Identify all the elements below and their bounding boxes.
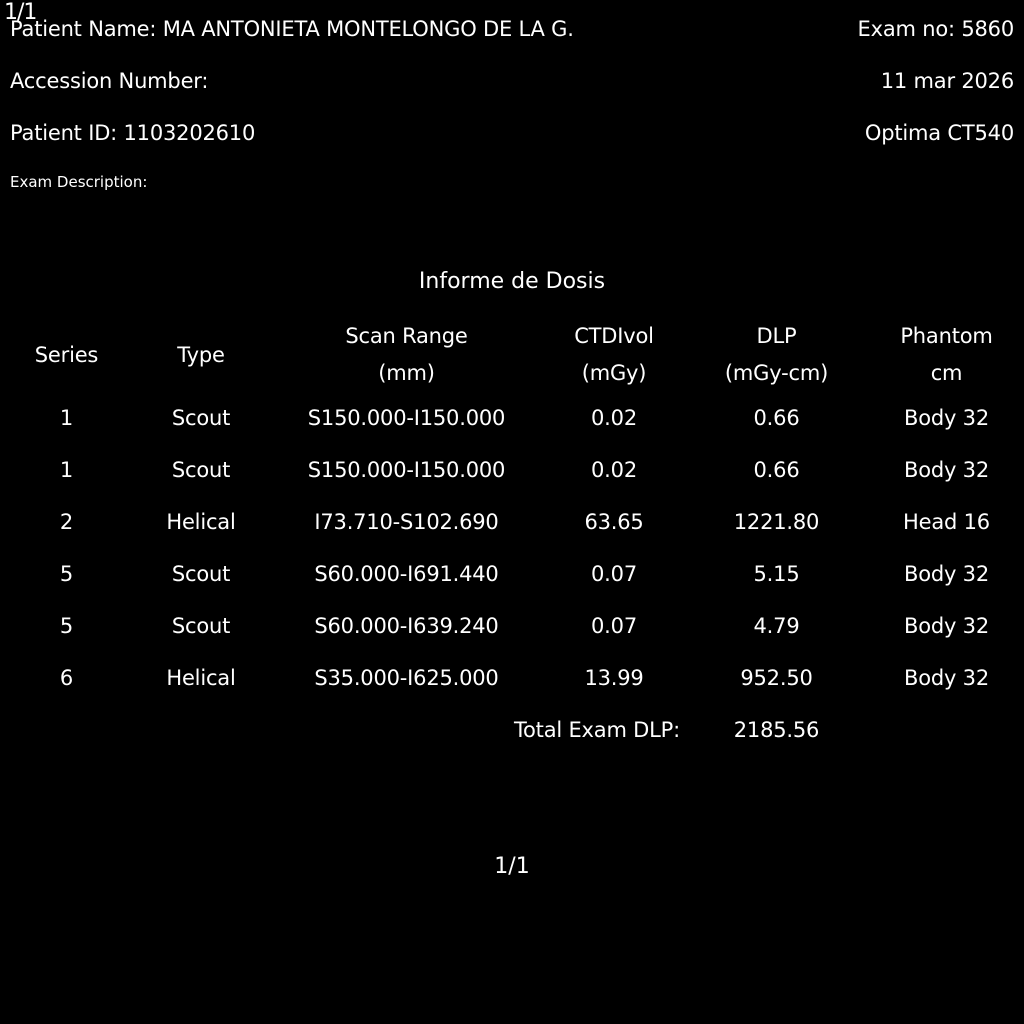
column-header-series-label: Series <box>34 342 99 367</box>
table-row <box>0 496 1024 548</box>
ctdivol-cell: 0.07 <box>591 614 637 638</box>
total-dlp-value: 2185.56 <box>733 718 820 742</box>
scan-range-cell: S60.000-I691.440 <box>314 562 499 586</box>
image-index-overlay: 1/1 <box>4 0 37 25</box>
total-row-spacer <box>869 704 1024 756</box>
column-header-phantom-unit: cm <box>930 361 963 385</box>
series-cell: 5 <box>59 562 74 586</box>
patient-id: Patient ID: 1103202610 <box>10 121 256 145</box>
page-number: 1/1 <box>494 854 530 879</box>
type-cell: Helical <box>166 510 236 534</box>
column-header-scan-range-label: Scan Range <box>345 324 468 348</box>
report-title: Informe de Dosis <box>418 269 606 294</box>
total-dlp-label: Total Exam DLP: <box>513 718 680 742</box>
column-header-phantom <box>869 318 1024 392</box>
column-header-type <box>133 318 269 392</box>
scan-range-cell: S150.000-I150.000 <box>307 406 506 430</box>
table-row <box>0 600 1024 652</box>
dlp-cell: 1221.80 <box>733 510 820 534</box>
series-cell: 6 <box>59 666 74 690</box>
table-row <box>0 652 1024 704</box>
column-header-dlp-unit: (mGy-cm) <box>724 361 829 385</box>
dlp-cell: 0.66 <box>753 406 800 430</box>
type-cell: Scout <box>171 458 231 482</box>
table-header-row <box>0 318 1024 392</box>
column-header-series <box>0 318 133 392</box>
scan-range-cell: S150.000-I150.000 <box>307 458 506 482</box>
dlp-cell: 5.15 <box>753 562 800 586</box>
scan-range-cell: I73.710-S102.690 <box>314 510 499 534</box>
column-header-ctdivol-unit: (mGy) <box>581 361 647 385</box>
phantom-cell: Head 16 <box>903 510 990 534</box>
scan-range-cell: S60.000-I639.240 <box>314 614 499 638</box>
series-cell: 1 <box>59 458 74 482</box>
ctdivol-cell: 13.99 <box>584 666 644 690</box>
ctdivol-cell: 0.02 <box>591 406 637 430</box>
phantom-cell: Body 32 <box>903 614 989 638</box>
phantom-cell: Body 32 <box>903 406 989 430</box>
table-row <box>0 392 1024 444</box>
dlp-cell: 4.79 <box>753 614 800 638</box>
series-cell: 5 <box>59 614 74 638</box>
series-cell: 1 <box>59 406 74 430</box>
ctdivol-cell: 63.65 <box>584 510 644 534</box>
series-cell: 2 <box>59 510 74 534</box>
patient-name: Patient Name: MA ANTONIETA MONTELONGO DE LA G. <box>10 17 574 41</box>
column-header-type-label: Type <box>177 342 225 367</box>
column-header-ctdivol <box>544 318 684 392</box>
phantom-cell: Body 32 <box>903 562 989 586</box>
column-header-scan-range <box>269 318 544 392</box>
ctdivol-cell: 0.02 <box>591 458 637 482</box>
column-header-dlp-label: DLP <box>756 324 797 348</box>
total-row <box>0 704 1024 756</box>
phantom-cell: Body 32 <box>903 458 989 482</box>
exam-date: 11 mar 2026 <box>880 69 1014 93</box>
scanner-model: Optima CT540 <box>864 121 1014 145</box>
type-cell: Scout <box>171 562 231 586</box>
table-row <box>0 548 1024 600</box>
exam-number: Exam no: 5860 <box>857 17 1014 41</box>
phantom-cell: Body 32 <box>903 666 989 690</box>
type-cell: Scout <box>171 406 231 430</box>
dlp-cell: 952.50 <box>740 666 813 690</box>
table-row <box>0 444 1024 496</box>
column-header-scan-range-unit: (mm) <box>378 361 435 385</box>
accession-number: Accession Number: <box>10 69 209 93</box>
type-cell: Helical <box>166 666 236 690</box>
column-header-phantom-label: Phantom <box>900 324 993 348</box>
scan-range-cell: S35.000-I625.000 <box>314 666 499 690</box>
column-header-ctdivol-label: CTDIvol <box>574 324 654 348</box>
type-cell: Scout <box>171 614 231 638</box>
dose-report-table <box>0 318 1024 756</box>
ctdivol-cell: 0.07 <box>591 562 637 586</box>
column-header-dlp <box>684 318 869 392</box>
dlp-cell: 0.66 <box>753 458 800 482</box>
exam-description: Exam Description: <box>10 173 148 191</box>
